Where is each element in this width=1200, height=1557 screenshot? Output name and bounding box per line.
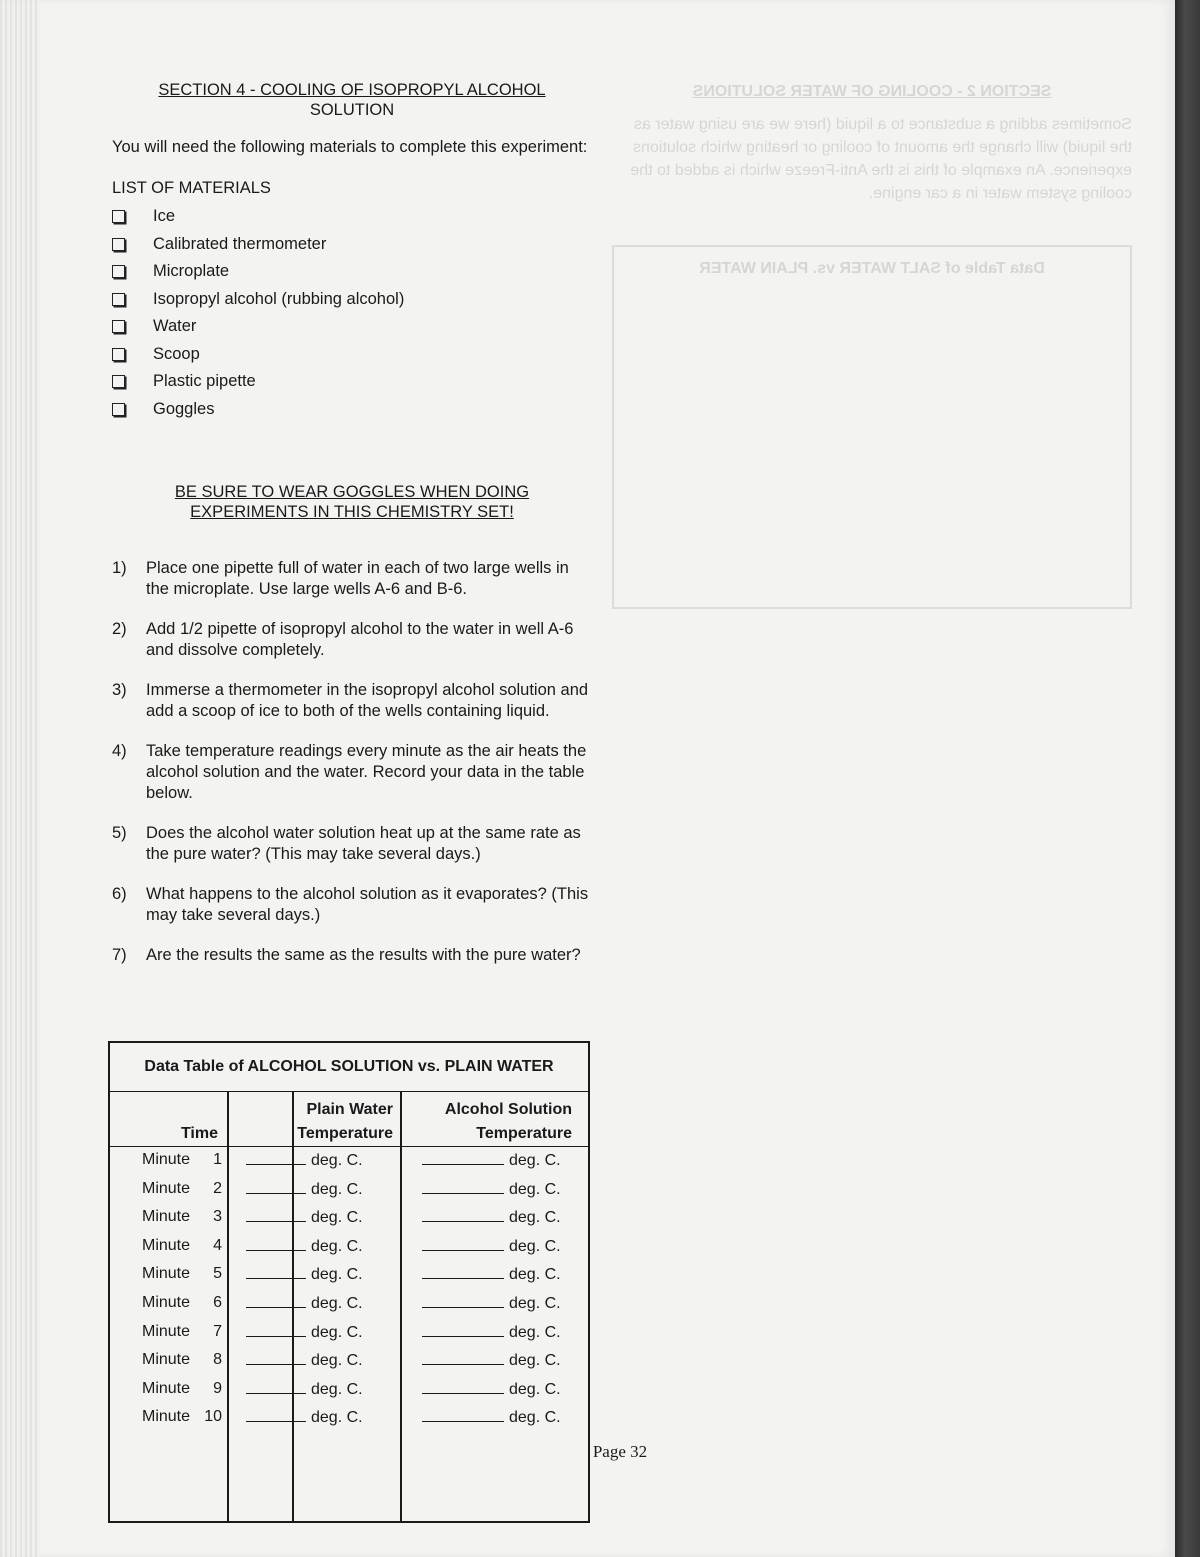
minute-number: 6 — [213, 1293, 222, 1311]
material-label: Isopropyl alcohol (rubbing alcohol) — [153, 289, 405, 308]
header-alcohol-line2: Temperature — [476, 1125, 572, 1142]
minute-cell — [142, 1151, 222, 1169]
unit-label: deg. C. — [509, 1352, 561, 1370]
step-number: 6) — [112, 885, 127, 903]
unit-label: deg. C. — [311, 1237, 363, 1255]
material-item — [112, 203, 592, 231]
plain-water-entry[interactable] — [246, 1380, 363, 1399]
alcohol-entry[interactable] — [422, 1180, 561, 1199]
answer-blank[interactable] — [246, 1408, 306, 1422]
material-item — [112, 396, 592, 424]
procedure-steps — [112, 558, 592, 966]
answer-blank[interactable] — [246, 1180, 306, 1194]
alcohol-entry[interactable] — [422, 1323, 561, 1342]
plain-water-entry[interactable] — [246, 1351, 363, 1370]
minute-number: 2 — [213, 1179, 222, 1197]
plain-water-entry[interactable] — [246, 1265, 363, 1284]
materials-list — [112, 203, 592, 423]
table-row — [110, 1205, 588, 1234]
checkbox-icon[interactable] — [112, 348, 125, 361]
unit-label: deg. C. — [311, 1294, 363, 1312]
material-label: Goggles — [153, 399, 215, 418]
table-row — [110, 1148, 588, 1177]
minute-number: 1 — [213, 1151, 222, 1168]
table-body — [110, 1148, 588, 1434]
material-item — [112, 231, 592, 259]
material-label: Plastic pipette — [153, 372, 256, 391]
table-row — [110, 1177, 588, 1206]
answer-blank[interactable] — [246, 1323, 306, 1337]
unit-label: deg. C. — [311, 1180, 363, 1198]
materials-heading: LIST OF MATERIALS — [112, 179, 271, 197]
table-row — [110, 1291, 588, 1320]
header-alcohol — [402, 1092, 572, 1146]
header-plain-line2: Temperature — [297, 1125, 393, 1142]
plain-water-entry[interactable] — [246, 1323, 363, 1342]
answer-blank[interactable] — [246, 1151, 306, 1165]
answer-blank[interactable] — [246, 1208, 306, 1222]
step-item — [112, 823, 592, 865]
step-item — [112, 558, 592, 600]
unit-label: deg. C. — [509, 1380, 561, 1398]
step-text: What happens to the alcohol solution as it evaporates? (This may take several days.) — [146, 885, 589, 924]
plain-water-entry[interactable] — [246, 1408, 363, 1427]
bleed-through-text — [612, 80, 1132, 1440]
unit-label: deg. C. — [311, 1409, 363, 1427]
minute-cell — [142, 1351, 222, 1369]
minute-label: Minute — [142, 1265, 191, 1283]
step-number: 7) — [112, 946, 127, 964]
unit-label: deg. C. — [509, 1237, 561, 1255]
checkbox-icon[interactable] — [112, 238, 125, 251]
table-row — [110, 1377, 588, 1406]
minute-cell — [142, 1265, 222, 1283]
checkbox-icon[interactable] — [112, 210, 125, 223]
answer-blank[interactable] — [422, 1151, 504, 1165]
minute-number: 10 — [204, 1408, 222, 1426]
header-time-label: Time — [180, 1125, 218, 1142]
alcohol-entry[interactable] — [422, 1294, 561, 1313]
minute-cell — [142, 1294, 222, 1312]
checkbox-icon[interactable] — [112, 320, 125, 333]
step-number: 2) — [112, 620, 127, 638]
minute-label: Minute — [142, 1322, 191, 1340]
answer-blank[interactable] — [422, 1180, 504, 1194]
material-item — [112, 341, 592, 369]
plain-water-entry[interactable] — [246, 1294, 363, 1313]
alcohol-entry[interactable] — [422, 1351, 561, 1370]
plain-water-entry[interactable] — [246, 1151, 363, 1170]
material-label: Scoop — [153, 344, 200, 363]
step-text: Does the alcohol water solution heat up at the same rate as the pure water? (This may take several days.) — [146, 824, 581, 863]
minute-label: Minute — [142, 1208, 191, 1226]
material-item — [112, 286, 592, 314]
ghost-title: SECTION 2 - COOLING OF WATER SOLUTIONS — [692, 83, 1052, 100]
left-column — [112, 80, 592, 985]
unit-label: deg. C. — [509, 1409, 561, 1427]
unit-label: deg. C. — [509, 1152, 561, 1169]
answer-blank[interactable] — [422, 1408, 504, 1422]
minute-label: Minute — [142, 1408, 191, 1426]
section-title — [112, 80, 592, 120]
minute-cell — [142, 1180, 222, 1198]
unit-label: deg. C. — [311, 1352, 363, 1370]
page-binding-edge — [0, 0, 40, 1557]
material-item — [112, 368, 592, 396]
minute-cell — [142, 1208, 222, 1226]
unit-label: deg. C. — [311, 1380, 363, 1398]
table-row — [110, 1348, 588, 1377]
checkbox-icon[interactable] — [112, 375, 125, 388]
answer-blank[interactable] — [422, 1294, 504, 1308]
material-item — [112, 313, 592, 341]
plain-water-entry[interactable] — [246, 1208, 363, 1227]
step-number: 1) — [112, 559, 127, 577]
table-row — [110, 1234, 588, 1263]
minute-number: 7 — [213, 1322, 222, 1340]
table-row — [110, 1262, 588, 1291]
minute-cell — [142, 1408, 222, 1426]
material-label: Water — [153, 317, 197, 336]
alcohol-entry[interactable] — [422, 1208, 561, 1227]
alcohol-entry[interactable] — [422, 1237, 561, 1256]
page-number: Page 32 — [592, 1442, 648, 1461]
answer-blank[interactable] — [422, 1351, 504, 1365]
answer-blank[interactable] — [422, 1208, 504, 1222]
unit-label: deg. C. — [311, 1323, 363, 1341]
section-title-line2: SOLUTION — [309, 101, 395, 119]
answer-blank[interactable] — [246, 1237, 306, 1251]
minute-label: Minute — [142, 1236, 191, 1254]
answer-blank[interactable] — [246, 1265, 306, 1279]
unit-label: deg. C. — [509, 1266, 561, 1284]
plain-water-entry[interactable] — [246, 1180, 363, 1199]
answer-blank[interactable] — [246, 1294, 306, 1308]
answer-blank[interactable] — [246, 1351, 306, 1365]
minute-number: 3 — [213, 1208, 222, 1226]
step-item — [112, 741, 592, 804]
alcohol-entry[interactable] — [422, 1380, 561, 1399]
data-table-title: Data Table of ALCOHOL SOLUTION vs. PLAIN WATER — [110, 1043, 588, 1092]
step-text: Place one pipette full of water in each of two large wells in the microplate. Use large wells A-6 and B-6. — [146, 559, 569, 598]
unit-label: deg. C. — [311, 1209, 363, 1227]
minute-number: 9 — [213, 1379, 222, 1397]
step-item — [112, 884, 592, 926]
alcohol-entry[interactable] — [422, 1408, 561, 1427]
step-text: Take temperature readings every minute as the air heats the alcohol solution and the water. Record your data in the table below. — [146, 742, 587, 802]
checkbox-icon[interactable] — [112, 265, 125, 278]
material-label: Microplate — [153, 262, 230, 281]
checkbox-icon[interactable] — [112, 293, 125, 306]
unit-label: deg. C. — [311, 1152, 363, 1169]
answer-blank[interactable] — [246, 1380, 306, 1394]
minute-label: Minute — [142, 1379, 191, 1397]
goggles-warning — [112, 482, 592, 522]
unit-label: deg. C. — [509, 1323, 561, 1341]
intro-text: You will need the following materials to complete this experiment: — [112, 138, 588, 156]
warning-line2: EXPERIMENTS IN THIS CHEMISTRY SET! — [190, 503, 514, 521]
step-item — [112, 680, 592, 722]
section-title-line1: SECTION 4 - COOLING OF ISOPROPYL ALCOHOL — [158, 81, 546, 99]
material-label: Calibrated thermometer — [153, 234, 327, 253]
answer-blank[interactable] — [422, 1265, 504, 1279]
minute-cell — [142, 1380, 222, 1398]
step-item — [112, 945, 592, 966]
ghost-table — [612, 245, 1132, 609]
answer-blank[interactable] — [422, 1323, 504, 1337]
step-text: Immerse a thermometer in the isopropyl alcohol solution and add a scoop of ice to both of the wells containing liquid. — [146, 681, 589, 720]
unit-label: deg. C. — [509, 1180, 561, 1198]
ghost-paragraph: Sometimes adding a substance to a liquid (here we are using water as the liquid) will change the amount of cooling or heating which solutions experience. An example of this is the Anti-Freeze which is added to the cooling system water in a car engine. — [630, 116, 1132, 202]
header-time — [110, 1092, 218, 1146]
minute-cell — [142, 1237, 222, 1255]
step-number: 4) — [112, 742, 127, 760]
unit-label: deg. C. — [509, 1209, 561, 1227]
answer-blank[interactable] — [422, 1380, 504, 1394]
step-item — [112, 619, 592, 661]
alcohol-entry[interactable] — [422, 1265, 561, 1284]
minute-label: Minute — [142, 1151, 191, 1168]
minute-number: 4 — [213, 1236, 222, 1254]
step-text: Add 1/2 pipette of isopropyl alcohol to the water in well A-6 and dissolve completely. — [146, 620, 574, 659]
material-item — [112, 258, 592, 286]
header-plain-line1: Plain Water — [306, 1101, 393, 1118]
alcohol-entry[interactable] — [422, 1151, 561, 1170]
minute-number: 5 — [213, 1265, 222, 1283]
step-text: Are the results the same as the results with the pure water? — [146, 946, 581, 964]
unit-label: deg. C. — [311, 1266, 363, 1284]
ghost-table-title: Data Table of SALT WATER vs. PLAIN WATER — [699, 260, 1045, 277]
minute-number: 8 — [213, 1351, 222, 1369]
table-row — [110, 1320, 588, 1349]
warning-line1: BE SURE TO WEAR GOGGLES WHEN DOING — [174, 483, 530, 501]
plain-water-entry[interactable] — [246, 1237, 363, 1256]
checkbox-icon[interactable] — [112, 403, 125, 416]
minute-label: Minute — [142, 1179, 191, 1197]
minute-label: Minute — [142, 1293, 191, 1311]
table-header-row — [110, 1092, 588, 1147]
minute-cell — [142, 1323, 222, 1341]
step-number: 5) — [112, 824, 127, 842]
book-edge — [1175, 0, 1200, 1557]
unit-label: deg. C. — [509, 1294, 561, 1312]
material-label: Ice — [153, 207, 176, 226]
header-plain-water — [230, 1092, 393, 1146]
answer-blank[interactable] — [422, 1237, 504, 1251]
header-alcohol-line1: Alcohol Solution — [444, 1101, 572, 1118]
minute-label: Minute — [142, 1351, 191, 1369]
table-row — [110, 1405, 588, 1434]
step-number: 3) — [112, 681, 127, 699]
